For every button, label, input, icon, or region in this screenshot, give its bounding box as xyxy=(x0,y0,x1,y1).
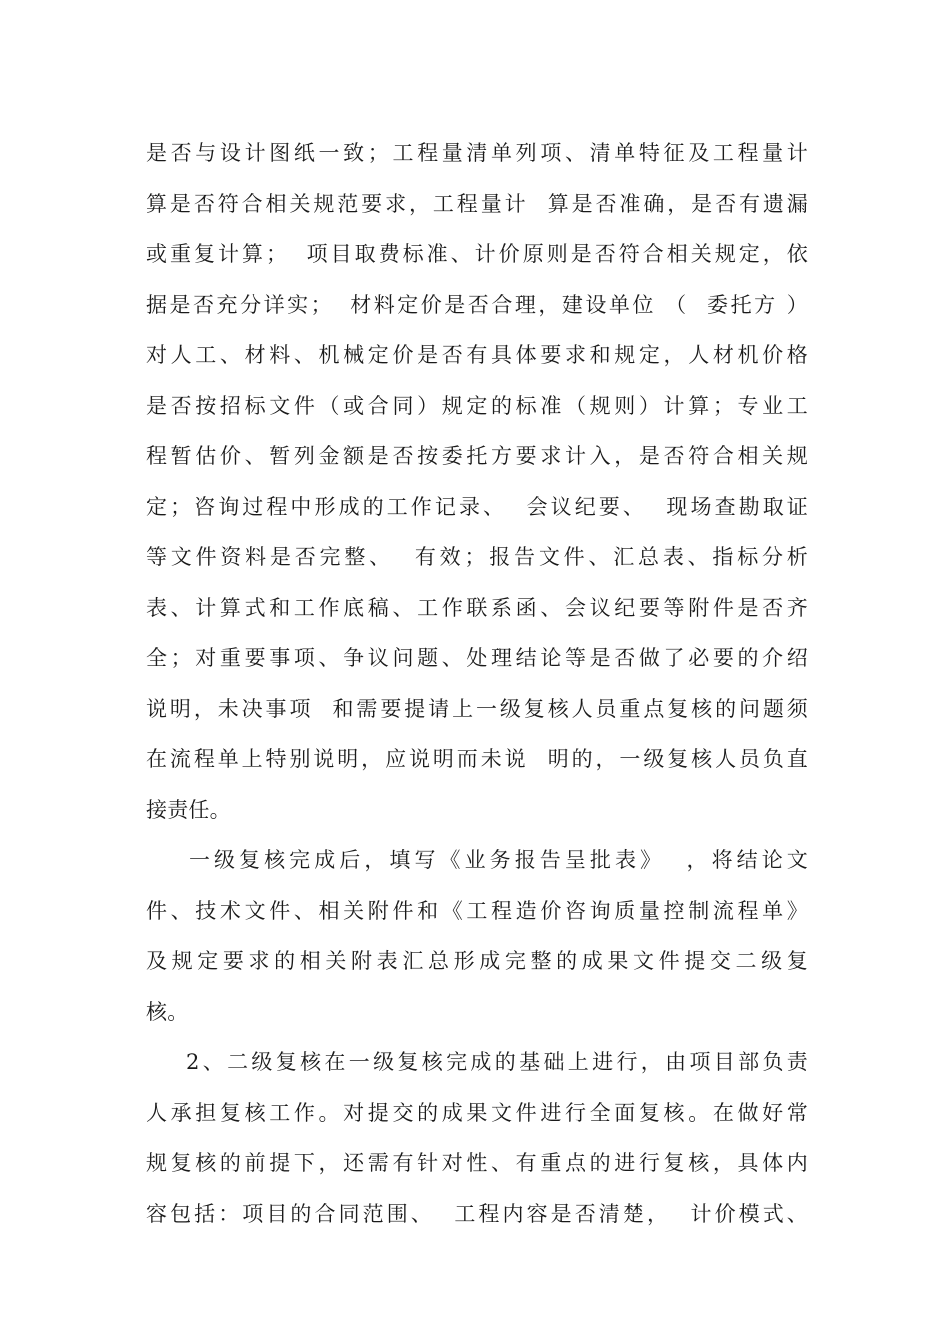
text-line: 是否按招标文件（或合同）规定的标准（规则）计算；专业工 xyxy=(146,393,808,418)
text-line: 是否与设计图纸一致；工程量清单列项、清单特征及工程量计 xyxy=(146,141,808,165)
text-line-paragraph-end: 核。 xyxy=(146,999,189,1024)
document-body xyxy=(146,128,808,1239)
text-line: 件、技术文件、相关附件和《工程造价咨询质量控制流程单》 xyxy=(146,898,808,923)
text-line: 定；咨询过程中形成的工作记录、 会议纪要、 现场查勘取证 xyxy=(146,494,808,519)
text-line: 全；对重要事项、争议问题、处理结论等是否做了必要的介绍 xyxy=(146,646,808,670)
text-line-paragraph-end: 接责任。 xyxy=(146,797,231,822)
text-line-paragraph-start: 一级复核完成后，填写《业务报告呈批表》 ，将结论文 xyxy=(146,848,808,872)
text-line: 程暂估价、暂列金额是否按委托方要求计入，是否符合相关规 xyxy=(146,444,808,468)
text-line-paragraph-start: 2、二级复核在一级复核完成的基础上进行，由项目部负责 xyxy=(146,1050,808,1074)
text-line: 据是否充分详实； 材料定价是否合理，建设单位 （ 委托方 ） xyxy=(146,292,808,317)
text-line: 等文件资料是否完整、 有效；报告文件、汇总表、指标分析 xyxy=(146,545,808,569)
text-line: 容包括：项目的合同范围、 工程内容是否清楚， 计价模式、 xyxy=(146,1201,808,1226)
text-line: 对人工、材料、机械定价是否有具体要求和规定，人材机价格 xyxy=(146,343,808,367)
text-line: 算是否符合相关规范要求，工程量计 算是否准确，是否有遗漏 xyxy=(146,191,808,216)
text-line: 及规定要求的相关附表汇总形成完整的成果文件提交二级复 xyxy=(146,949,808,973)
text-line: 在流程单上特别说明，应说明而未说 明的，一级复核人员负直 xyxy=(146,747,808,771)
text-line: 规复核的前提下，还需有针对性、有重点的进行复核，具体内 xyxy=(146,1151,808,1175)
text-line: 人承担复核工作。对提交的成果文件进行全面复核。在做好常 xyxy=(146,1100,808,1125)
text-line: 或重复计算； 项目取费标准、计价原则是否符合相关规定，依 xyxy=(146,242,808,266)
text-line: 说明，未决事项 和需要提请上一级复核人员重点复核的问题须 xyxy=(146,696,808,721)
text-line: 表、计算式和工作底稿、工作联系函、会议纪要等附件是否齐 xyxy=(146,595,808,620)
